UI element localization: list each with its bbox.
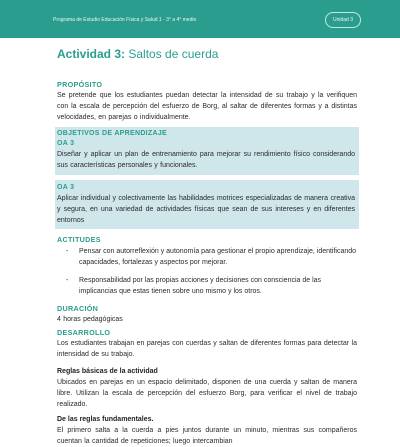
desarrollo-heading: DESARROLLO <box>57 328 111 337</box>
reglas-title: Reglas básicas de la actividad <box>57 368 158 375</box>
list-item: - Responsabilidad por las propias acciones y decisiones con consciencia de las implicancias que estas tienen sobre uno mismo y los otros. <box>79 275 357 297</box>
oa-code: OA 3 <box>57 184 75 191</box>
page-title <box>57 47 218 61</box>
proposito-text: Se pretende que los estudiantes puedan detectar la intensidad de su trabajo y la verifiquen con la escala de percepción del esfuerzo de Borg, al saltar de diferentes formas y a distintas velocidades, en parejas o individualmente. <box>57 92 357 121</box>
actitudes-heading: ACTITUDES <box>57 235 101 244</box>
activity-title: Saltos de cuerda <box>128 47 219 61</box>
fundamentales-title: De las reglas fundamentales. <box>57 416 154 423</box>
objetivos-heading: OBJETIVOS DE APRENDIZAJE <box>57 130 168 137</box>
proposito-heading: PROPÓSITO <box>57 80 103 89</box>
oa-text: Diseñar y aplicar un plan de entrenamiento para mejorar su rendimiento físico considerando sus características personales y funcionales. <box>57 151 355 169</box>
duracion-text: 4 horas pedagógicas <box>57 316 123 323</box>
objetivos-box <box>55 127 359 229</box>
program-title: Programa de Estudio Educación Física y Salud 1 - 3° a 4° medio <box>53 17 197 23</box>
fundamentales-text: El primero salta a la cuerda a pies juntos durante un minuto, mientras sus compañeros cuentan la cantidad de repeticiones; luego intercambian <box>57 427 357 445</box>
header-bar <box>0 0 400 38</box>
document-body <box>57 80 357 447</box>
duracion-heading: DURACIÓN <box>57 304 99 313</box>
oa-divider <box>55 175 359 180</box>
actitudes-list <box>57 246 357 297</box>
desarrollo-text: Los estudiantes trabajan en parejas con cuerdas y saltan de diferentes formas para detectar la intensidad de su trabajo. <box>57 340 357 358</box>
oa-code: OA 3 <box>57 140 75 147</box>
unit-badge: Unidad 3 <box>325 12 361 28</box>
oa-text: Aplicar individual y colectivamente las habilidades motrices especializadas de manera creativa y segura, en una variedad de actividades físicas que sean de sus intereses y en diferentes entornos <box>57 195 355 224</box>
list-item: - Pensar con autorreflexión y autonomía para gestionar el propio aprendizaje, identificando capacidades, fortalezas y aspectos por mejorar. <box>79 246 357 268</box>
activity-label: Actividad 3: <box>57 47 126 61</box>
reglas-text: Ubicados en parejas en un espacio delimitado, disponen de una cuerda y saltan de manera libre. Utilizan la escala de percepción del esfuerzo Borg, para verificar el nivel de trabajo realizado. <box>57 379 357 408</box>
